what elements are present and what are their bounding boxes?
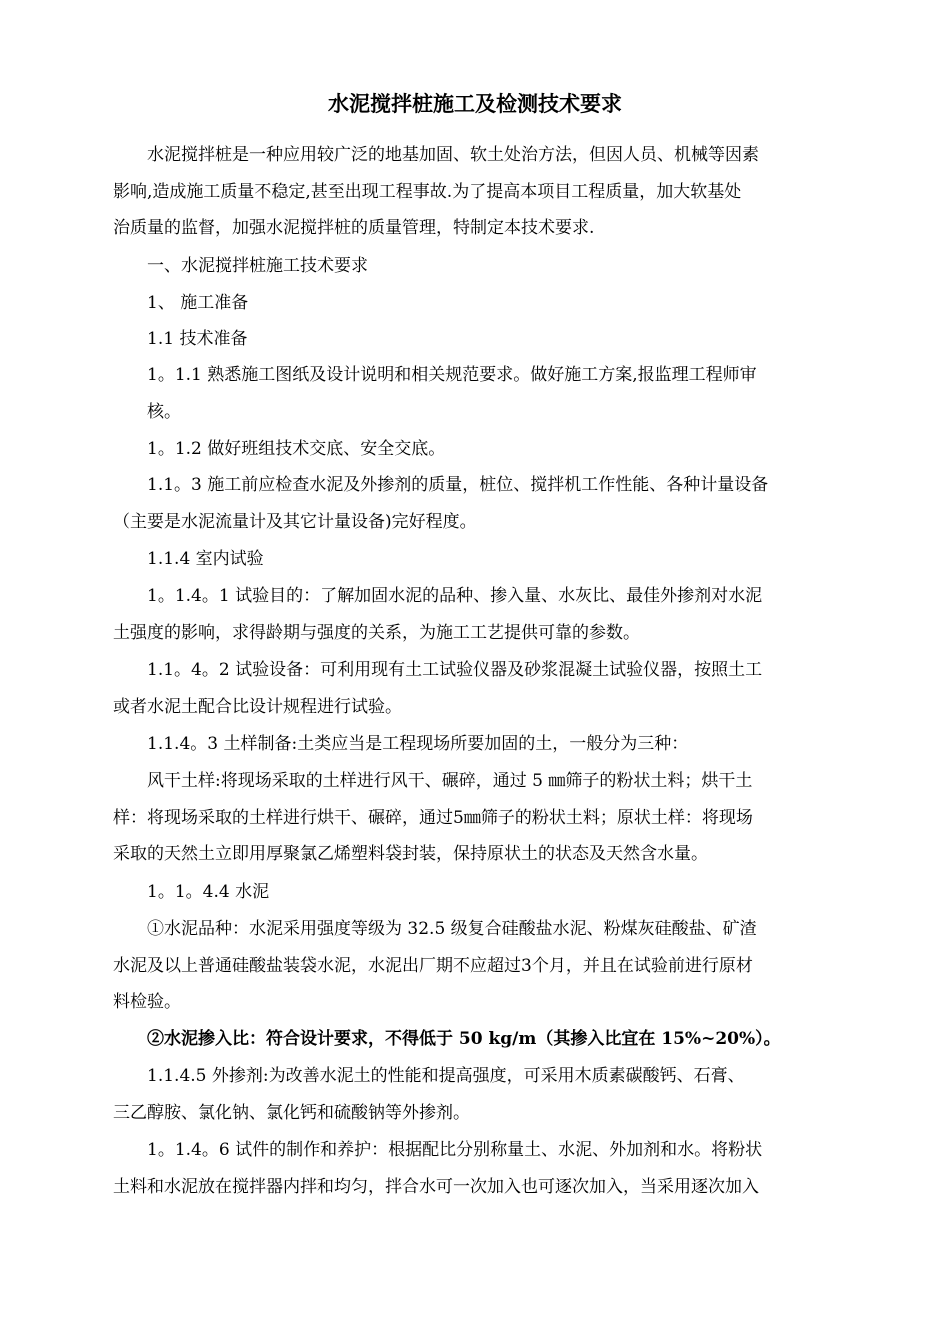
paragraph-line: 采取的天然土立即用厚聚氯乙烯塑料袋封装，保持原状土的状态及天然含水量。 <box>113 844 708 865</box>
paragraph-line: 治质量的监督，加强水泥搅拌桩的质量管理，特制定本技术要求. <box>113 218 595 239</box>
paragraph-line: 水泥及以上普通硅酸盐装袋水泥，水泥出厂期不应超过3个月，并且在试验前进行原材 <box>113 955 753 976</box>
paragraph-line: 三乙醇胺、氯化钠、氯化钙和硫酸钠等外掺剂。 <box>113 1102 470 1123</box>
paragraph-line: 1。1。4.4 水泥 <box>113 882 270 902</box>
paragraph <box>113 726 843 763</box>
paragraph-line: 核。 <box>113 401 181 422</box>
paragraph <box>113 763 843 873</box>
paragraph-line: 1.1。4。2 试验设备：可利用现有土工试验仪器及砂浆混凝土试验仪器，按照土工 <box>113 660 763 680</box>
paragraph <box>113 541 843 578</box>
paragraph-line: 一、水泥搅拌桩施工技术要求 <box>113 256 368 276</box>
paragraph <box>113 248 843 285</box>
paragraph-line: 影响,造成施工质量不稳定,甚至出现工程事故.为了提高本项目工程质量，加大软基处 <box>113 181 742 202</box>
paragraph <box>113 357 843 430</box>
paragraph-line: 土料和水泥放在搅拌器内拌和均匀，拌合水可一次加入也可逐次加入，当采用逐次加入 <box>113 1176 759 1197</box>
paragraph-line: 水泥搅拌桩是一种应用较广泛的地基加固、软土处治方法，但因人员、机械等因素 <box>113 145 759 165</box>
paragraph-line: 1.1。3 施工前应检查水泥及外掺剂的质量，桩位、搅拌机工作性能、各种计量设备 <box>113 475 769 495</box>
paragraph <box>113 1058 843 1131</box>
paragraph <box>113 467 843 540</box>
paragraph-line: 风干土样:将现场采取的土样进行风干、碾碎，通过 5 ㎜筛子的粉状土料；烘干土 <box>113 771 753 791</box>
paragraph <box>113 1021 843 1058</box>
paragraph <box>113 431 843 468</box>
paragraph-line: 1。1.4。1 试验目的：了解加固水泥的品种、掺入量、水灰比、最佳外掺剂对水泥 <box>113 586 763 606</box>
paragraph-line: 土强度的影响，求得龄期与强度的关系，为施工工艺提供可靠的参数。 <box>113 622 640 643</box>
paragraph <box>113 1132 843 1205</box>
paragraph <box>113 321 843 358</box>
paragraph-line: 样：将现场采取的土样进行烘干、碾碎，通过5㎜筛子的粉状土料；原状土样：将现场 <box>113 807 753 828</box>
paragraph <box>113 285 843 322</box>
paragraph-line: 1.1.4 室内试验 <box>113 549 264 569</box>
paragraph <box>113 578 843 651</box>
paragraph <box>113 874 843 911</box>
paragraph <box>113 911 843 1021</box>
paragraph-line: 1。1.4。6 试件的制作和养护：根据配比分别称量土、水泥、外加剂和水。将粉状 <box>113 1140 763 1160</box>
paragraph-line: 1.1.4.5 外掺剂:为改善水泥土的性能和提高强度，可采用木质素碳酸钙、石膏、 <box>113 1066 745 1086</box>
paragraph-line: 1.1.4。3 土样制备:土类应当是工程现场所要加固的土，一般分为三种： <box>113 734 689 754</box>
paragraph-line: 或者水泥土配合比设计规程进行试验。 <box>113 696 402 717</box>
paragraph-line: ①水泥品种：水泥采用强度等级为 32.5 级复合硅酸盐水泥、粉煤灰硅酸盐、矿渣 <box>113 919 757 939</box>
paragraph-line: （主要是水泥流量计及其它计量设备)完好程度。 <box>113 511 477 532</box>
paragraph <box>113 652 843 725</box>
paragraph-line: 1、 施工准备 <box>113 293 249 313</box>
paragraph <box>113 137 843 247</box>
paragraph-line: 1。1.1 熟悉施工图纸及设计说明和相关规范要求。做好施工方案,报监理工程师审 <box>113 365 757 385</box>
paragraph-line: 1.1 技术准备 <box>113 329 248 349</box>
paragraph-line: 料检验。 <box>113 992 181 1013</box>
paragraph-line: ②水泥掺入比：符合设计要求，不得低于 50 kg/m（其掺入比宜在 15%~20%）。 <box>113 1029 781 1049</box>
document-title: 水泥搅拌桩施工及检测技术要求 <box>328 91 622 116</box>
paragraph-line: 1。1.2 做好班组技术交底、安全交底。 <box>113 439 446 459</box>
